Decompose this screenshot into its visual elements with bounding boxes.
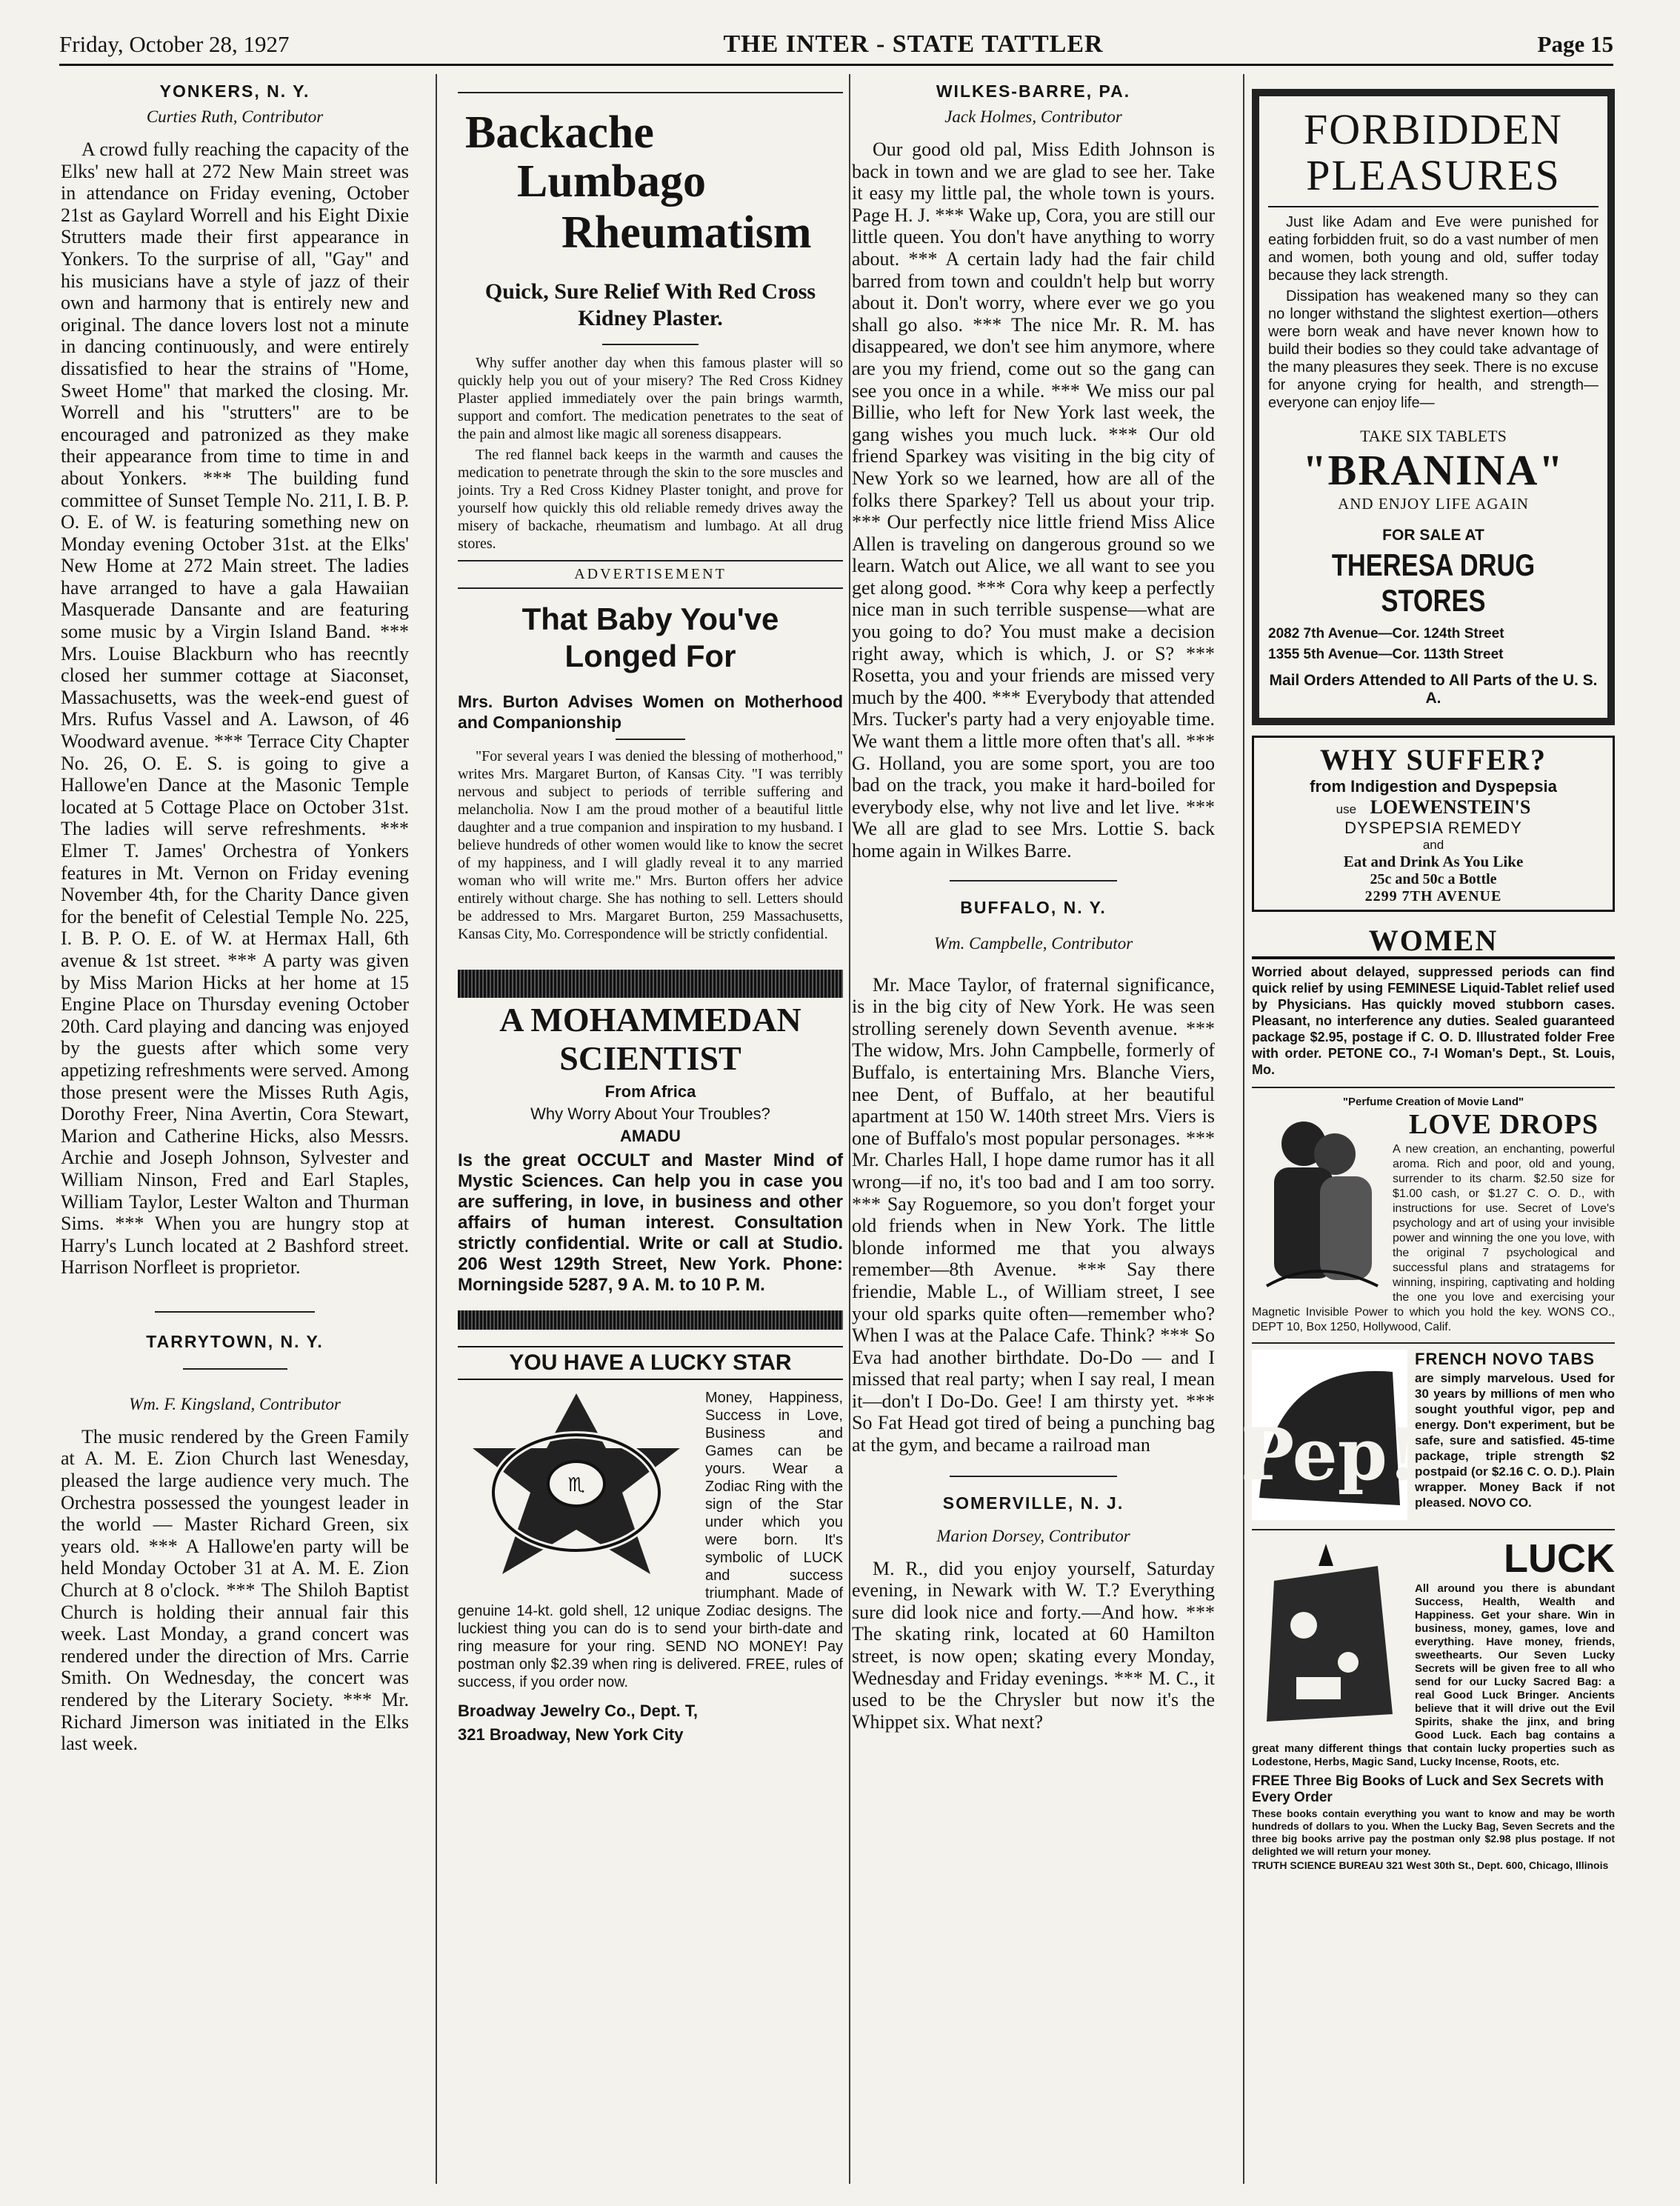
lucky-star-body: Money, Happiness, Success in Love, Business and Games can be yours. Wear a Zodiac Ring with the sign of the Star under which you were born. It's symbolic of LUCK and success triumphant. Made of genuine 14-kt. gold shell, 12 unique Zodiac designs. The luckiest thing you can do is to send your birth-date and ring measure for your ring. SEND NO MONEY! Pay postman only $2.39 when ring is delivered. FREE, rules of success, if you order now. bbox=[458, 1390, 843, 1690]
luck-ad bbox=[1252, 1536, 1615, 1871]
luck-title: LUCK bbox=[1504, 1536, 1615, 1581]
tarrytown-byline: Wm. F. Kingsland, Contributor bbox=[129, 1394, 341, 1413]
wilkes-barre-heading: WILKES-BARRE, PA. bbox=[936, 81, 1131, 101]
forbidden-enjoy: AND ENJOY LIFE AGAIN bbox=[1338, 495, 1529, 513]
scientist-ad-banner bbox=[458, 1310, 843, 1330]
backache-ad bbox=[458, 108, 843, 589]
lucky-star-title: YOU HAVE A LUCKY STAR bbox=[458, 1346, 843, 1380]
section-divider bbox=[183, 1368, 287, 1370]
why-suffer-line-1: from Indigestion and Dyspepsia bbox=[1310, 777, 1557, 796]
pep-title: FRENCH NOVO TABS bbox=[1415, 1350, 1595, 1368]
luck-free-body: These books contain everything you want to know and may be worth hundreds of dollars to you. When the Lucky Bag, Seven Secrets and the three big books arrive pay the postman only $2.98 plus postage. If not delighted we will return your money. bbox=[1252, 1807, 1615, 1857]
masthead bbox=[59, 28, 1613, 61]
lucky-star-ad bbox=[458, 1346, 843, 1745]
column-rule bbox=[849, 74, 850, 2184]
why-suffer-brand-line bbox=[1261, 796, 1605, 819]
issue-date: Friday, October 28, 1927 bbox=[59, 31, 290, 57]
column-3 bbox=[852, 74, 1215, 1733]
yonkers-body: A crowd fully reaching the capacity of the Elks' new hall at 272 New Main street was in attendance on Friday evening, October 21st as Gaylard Worrell and his Eight Dixie Strutters made their first appearance in Yonkers. To the surprise of all, "Gay" and his musicians have a style of jazz of their own and harmony that is entirely new and original. The dance lovers lost not a minute in dancing continuously, and were entirely dissatisfied to hear the strains of "Home, Sweet Home" that marked the closing. Mr. Worrell and his "strutters" are to be encouraged and patronized as they make their appearance from time to time in and about Yonkers. *** The building fund committee of Sunset Temple No. 211, I. B. P. O. E. of W. is featuring something new on Monday evening October 31st. at the Elks' New Home at 272 Main street. The ladies have arranged to have a gala Hawaiian Masquerade Dansante and are featuring some music by a Virgin Island Band. *** Mrs. Louise Blackburn who has reecntly closed her summer cottage at Siaconset, Massachusetts, was the week-end guest of Mrs. Rufus Vassel and A. Lawson, of 46 Woodward avenue. *** Terrace City Chapter No. 26, O. E. S. is going to give a Hallowe'en Dance at the Masonic Temple located at 5 Cottage Place on October 31st. The ladies will serve refreshments. *** Elmer T. James' Orchestra of Yonkers features in Mt. Vernon on Friday evening November 4th, for the Charity Dance given for the benefit of Celestial Temple No. 225, I. B. P. O. E. of W. at Hermax Hall, 6th avenue & 1st street. *** A party was given by Miss Marion Hicks at her home at 15 Engine Place on Thursday evening October 20th. Card playing and dancing was enjoyed by the guests after which some very appetizing refreshments were served. Among those present were the Misses Ruth Agis, Dorothy Freer, Nina Avertin, Cora Stewart, Marion and Catherine Hicks, also Messrs. Archie and Joseph Johnson, Sylvester and William Ninson, Fred and Earl Staples, William Taylor, Lester Walton and Thurman Sims. *** When you are hungry stop at Harry's Lunch located at 2 Bashford street. Harrison Norfleet is proprietor. bbox=[61, 139, 410, 1279]
forbidden-address-2: 1355 5th Avenue—Cor. 113th Street bbox=[1268, 647, 1504, 662]
luck-free: FREE Three Big Books of Luck and Sex Secrets with Every Order bbox=[1252, 1773, 1604, 1805]
luck-bag-illustration bbox=[1252, 1536, 1407, 1736]
baby-ad-subtitle: Mrs. Burton Advises Women on Motherhood and Companionship bbox=[458, 692, 843, 732]
pep-body: are simply marvelous. Used for 30 years by millions of men who sought youthful vigor, pep and energy. Don't experiment, but be safe, sure and satisfied. 45-time package, triple strength $2 postpaid (or $2.16 C. O. D.). Plain wrapper. Money Back if not pleased. NOVO CO. bbox=[1415, 1371, 1615, 1510]
masthead-rule bbox=[59, 64, 1613, 66]
why-suffer-price: 25c and 50c a Bottle bbox=[1370, 871, 1497, 887]
ad-divider bbox=[1252, 1087, 1615, 1088]
women-title: WOMEN bbox=[1252, 925, 1615, 959]
baby-ad-title: That Baby You've Longed For bbox=[521, 602, 779, 673]
backache-title-2: Lumbago bbox=[517, 156, 706, 207]
forbidden-sale: FOR SALE AT bbox=[1382, 527, 1484, 544]
love-drops-title: LOVE DROPS bbox=[1409, 1109, 1599, 1140]
couple-illustration bbox=[1252, 1108, 1385, 1293]
backache-paragraph-1: Why suffer another day when this famous plaster will so quickly help you out of your misery? The Red Cross Kidney Plaster applied immediately over the pain brings warmth, support and comfort. The medication penetrates to the seat of the pain and almost like magic all soreness disappears. bbox=[458, 355, 843, 442]
buffalo-byline: Wm. Campbelle, Contributor bbox=[933, 933, 1133, 953]
advertisement-label: ADVERTISEMENT bbox=[574, 566, 727, 582]
why-suffer-line-2: Eat and Drink As You Like bbox=[1343, 853, 1524, 870]
ad-divider bbox=[1252, 1529, 1615, 1530]
tarrytown-heading: TARRYTOWN, N. Y. bbox=[146, 1331, 324, 1351]
tarrytown-body: The music rendered by the Green Family at A. M. E. Zion Church last Wenesday, pleased the large audience very much. The Orchestra possessed the youngest leader in the world — Master Richard Green, six years old. *** A Hallowe'en party will be held Monday October 31 at A. M. E. Zion Church at 8 o'clock. *** The Shiloh Baptist Church is holding their annual fair this week. Last Monday, a grand concert was rendered under the direction of Mrs. Carrie Smith. On Wednesday, the concert was rendered by the Literary Society. *** Mr. Richard Jimerson was initiated in the Elks last week. bbox=[61, 1425, 409, 1755]
backache-title-1: Backache bbox=[465, 107, 654, 158]
forbidden-take: TAKE SIX TABLETS bbox=[1360, 427, 1507, 445]
why-suffer-use: use bbox=[1336, 802, 1357, 816]
page-number: Page 15 bbox=[1537, 31, 1613, 57]
somerville-byline: Marion Dorsey, Contributor bbox=[936, 1526, 1130, 1545]
top-rule bbox=[458, 92, 843, 93]
why-suffer-brand: LOEWENSTEIN'S bbox=[1370, 796, 1531, 818]
baby-ad bbox=[458, 601, 843, 943]
backache-subtitle: Quick, Sure Relief With Red Cross Kidney Plaster. bbox=[484, 279, 816, 330]
pep-ad bbox=[1241, 1350, 1615, 1510]
backache-title-3: Rheumatism bbox=[561, 207, 812, 258]
yonkers-byline: Curties Ruth, Contributor bbox=[146, 107, 324, 126]
column-1 bbox=[61, 74, 409, 1755]
ad-divider bbox=[458, 587, 843, 589]
ad-divider bbox=[1252, 1342, 1615, 1344]
somerville-heading: SOMERVILLE, N. J. bbox=[942, 1493, 1124, 1513]
ad-divider bbox=[602, 344, 699, 345]
forbidden-mail: Mail Orders Attended to All Parts of the U. S. A. bbox=[1269, 672, 1598, 707]
backache-paragraph-2: The red flannel back keeps in the warmth and causes the medication to penetrate through the skin to the sore muscles and joints. Try a Red Cross Kidney Plaster tonight, and prove for yourself how quickly this old reliable remedy drives away the misery of backache, rheumatism and lumbago. At all drug stores. bbox=[458, 447, 843, 552]
forbidden-pleasures-ad bbox=[1252, 89, 1615, 725]
lucky-star-company: Broadway Jewelry Co., Dept. T, bbox=[458, 1702, 698, 1720]
column-rule bbox=[436, 74, 437, 2184]
forbidden-product: "BRANINA" bbox=[1302, 446, 1564, 494]
love-drops-body: A new creation, an enchanting, powerful aroma. Rich and poor, old and young, surrender to its charm. $2.50 size for $1.00 cash, or $1.27 C. O. D., with instructions for use. Secret of Love's psychology and art of using your invisible power and winning the one you love, with the original 7 psychological and successful plans and stratagems for winning, inspiring, captivating and holding the one you love and exercising your Magnetic Invisible Power to which you hold the key. WONS CO., DEPT 10, Box 1250, Hollywood, Calif. bbox=[1252, 1143, 1615, 1333]
lucky-star-address: 321 Broadway, New York City bbox=[458, 1725, 684, 1744]
luck-address: TRUTH SCIENCE BUREAU 321 West 30th St., Dept. 600, Chicago, Illinois bbox=[1252, 1859, 1609, 1871]
why-suffer-title: WHY SUFFER? bbox=[1319, 743, 1547, 776]
section-divider bbox=[950, 1476, 1116, 1477]
why-suffer-address: 2299 7TH AVENUE bbox=[1364, 888, 1502, 904]
forbidden-paragraph-2: Dissipation has weakened many so they can no longer withstand the slightest exertion—others were born weak and have never known how to build their bodies so they could take advantage of the many pleasures they seek. There is no excuse for anyone crying for health, and strength—everyone can enjoy life— bbox=[1268, 288, 1599, 411]
scientist-ad-banner bbox=[458, 970, 843, 998]
buffalo-heading: BUFFALO, N. Y. bbox=[960, 897, 1107, 917]
forbidden-title: FORBIDDEN PLEASURES bbox=[1268, 107, 1599, 207]
svg-text:♏: ♏ bbox=[567, 1474, 585, 1496]
somerville-body: M. R., did you enjoy yourself, Saturday evening, in Newark with W. T.? Everything sure did look nice and forty.—And how. *** The skating rink, located at 60 Hamilton street, is now open; skating every Monday, Wednesday and Friday evenings. *** M. C., it used to be the Chrysler but now it's the Whippet six. What next? bbox=[852, 1557, 1215, 1733]
forbidden-address-1: 2082 7th Avenue—Cor. 124th Street bbox=[1268, 626, 1504, 642]
wilkes-barre-body: Our good old pal, Miss Edith Johnson is back in town and we are glad to see her. Take it easy my little pal, the whole town is yours. Page H. J. *** Wake up, Cora, you are still our little queen. You don't have anything to worry about. *** A certain lady had the fair child barred from town and couldn't help but worry about it. Don't worry, where ever we go you shall go also. *** The nice Mr. R. M. has disappeared, we don't see him anymore, where are you my friend, come out so the gang can see you once in a while. *** We miss our pal Billie, who left for New York last week, the gang wishes you much luck. *** Our old friend Sparkey was visiting in the big city of New York so we learned, how are all of the folks there Sparkey? Tell us about your trip. *** Our perfectly nice little friend Miss Alice Allen is traveling on dangerous ground so we learn. Watch out Alice, we all want to see you get along good. *** Cora why keep a perfectly nice man in such terrible suspense—what are you going to do? You must make a decision right away, which is which, J. or S? *** Rosetta, you and your friends are missed very much by the 400. *** Everybody that attended Mrs. Tucker's party had a very enjoyable time. We want them a little more often that's all. *** G. Holland, you are some sport, you are too bad on the track, you make it hard-boiled for everybody else, why not live and let live. *** We all are glad to see Mrs. Lottie S. back home again in Wilkes Barre. bbox=[852, 139, 1215, 862]
scientist-ad-title: A MOHAMMEDAN SCIENTIST bbox=[499, 1001, 801, 1077]
section-divider bbox=[155, 1311, 315, 1313]
why-suffer-remedy: DYSPEPSIA REMEDY bbox=[1344, 819, 1522, 837]
wilkes-barre-byline: Jack Holmes, Contributor bbox=[944, 107, 1122, 126]
scientist-ad bbox=[458, 998, 843, 1300]
forbidden-paragraph-1: Just like Adam and Eve were punished for eating forbidden fruit, so do a vast number of men and women, both young and old, suffer today because they lack strength. bbox=[1268, 214, 1599, 284]
forbidden-store: THERESA DRUG STORES bbox=[1331, 547, 1536, 618]
column-4 bbox=[1241, 74, 1615, 1871]
ad-divider bbox=[616, 739, 685, 740]
column-rule bbox=[1243, 74, 1244, 2184]
paper-name: THE INTER - STATE TATTLER bbox=[723, 30, 1104, 58]
scientist-ad-body: Is the great OCCULT and Master Mind of Mystic Sciences. Can help you in case you are suffering, in love, in business and other affairs of human interest. Consultation strictly confidential. Write or call at Studio. 206 West 129th Street, New York. Phone: Morningside 5287, 9 A. M. to 10 P. M. bbox=[458, 1150, 843, 1295]
baby-ad-body: "For several years I was denied the blessing of motherhood," writes Mrs. Margaret Burton, of Kansas City. "I was terribly nervous and subject to periods of terrible suffering and melancholia. Now I am the proud mother of a beautiful little daughter and a true companion and inspiration to my husband. I believe hundreds of other women would like to know the secret of my happiness, and I will gladly reveal it to any married woman who will write me." Mrs. Burton offers her advice entirely without charge. She has nothing to sell. Letters should be addressed to Mrs. Margaret Burton, 259 Massachusetts, Kansas City, Mo. Correspondence will be strictly confidential. bbox=[458, 748, 843, 942]
buffalo-body: Mr. Mace Taylor, of fraternal significance, is in the big city of New York. He was seen strolling serenely down Seventh avenue. *** The widow, Mrs. John Campbelle, formerly of Buffalo, is entertaining Mrs. Blanche Viers, nee Dent, of Buffalo, at her beautiful apartment at 150 W. 140th street Mrs. Viers is one of Buffalo's most popular personages. *** Mr. Charles Hall, I hope dame rumor has it all wrong—if no, it's too bad and I am too sorry. *** Say Roguemore, so you don't forget your old friends when in New York. The little blonde informed me that you always remember—8th Avenue. *** Say there friendie, Mable L., of William street, I see your old sparks quite often—remember who? When I was at the Palace Cafe. Think? *** So Eva had another birthdate. Do-Do — and I missed that real party; when I say real, I mean it—don't I Do-Do. Gee! I am thirsty yet. *** So Fat Head got tired of being a punching bag at the gym, and became a railroad man bbox=[852, 973, 1215, 1456]
section-divider bbox=[950, 880, 1116, 882]
ad-divider bbox=[458, 560, 843, 562]
yonkers-heading: YONKERS, N. Y. bbox=[159, 81, 310, 101]
love-drops-ad bbox=[1252, 1096, 1615, 1335]
love-drops-tagline: "Perfume Creation of Movie Land" bbox=[1342, 1096, 1524, 1108]
why-suffer-ad bbox=[1252, 736, 1615, 912]
women-body: Worried about delayed, suppressed periods can find quick relief by using FEMINESE Liquid-Tablet relief used by Physicians. Has quickly moved stubborn cases. Pleasant, no interference any duties. Sealed guaranteed package $2.95, postage if C. O. D. Illustrated folder Free with order. PETONE CO., 7-I Woman's Dept., St. Louis, Mo. bbox=[1252, 964, 1615, 1077]
column-2 bbox=[458, 74, 843, 1745]
scientist-ad-name: AMADU bbox=[620, 1127, 681, 1145]
pep-illustration bbox=[1241, 1350, 1419, 1520]
zodiac-ring-illustration bbox=[458, 1389, 695, 1589]
pep-art-word: Pep! bbox=[1241, 1413, 1419, 1496]
scientist-ad-from: From Africa bbox=[604, 1082, 696, 1101]
women-ad bbox=[1252, 925, 1615, 1078]
why-suffer-and: and bbox=[1422, 838, 1444, 852]
luck-body: All around you there is abundant Success, Health, Wealth and Happiness. Get your share. Win in business, money, games, love and everything. Have money, friends, sweethearts. Our Seven Lucky Secrets will be given free to all who send for our Lucky Sacred Bag: a real Good Luck Bringer. Ancients believe that it will drive out the Evil Spirits, shake the jinx, and bring Good Luck. Each bag contains a great many different things that contain lucky properties such as Lodestone, Herbs, Magic Sand, Lucky Incense, Roots, etc. bbox=[1252, 1582, 1615, 1768]
scientist-ad-tagline: Why Worry About Your Troubles? bbox=[530, 1104, 770, 1123]
